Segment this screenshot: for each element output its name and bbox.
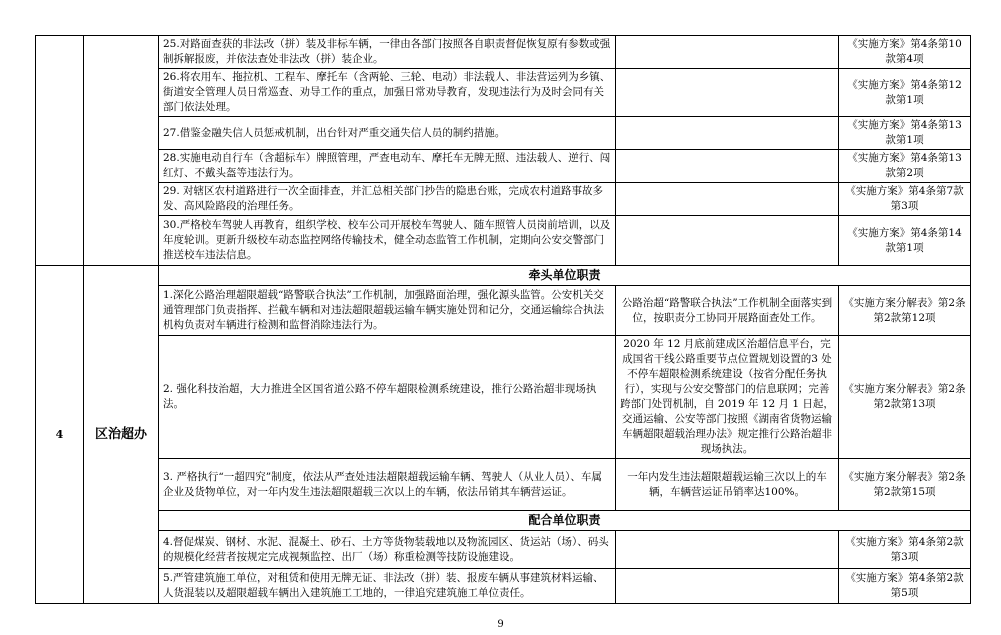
- requirement-cell: 2. 强化科技治超，大力推进全区国省道公路不停车超限检测系统建设，推行公路治超非现场执法。: [159, 336, 616, 459]
- target-cell: [616, 216, 839, 266]
- target-cell: [616, 69, 839, 117]
- table-row: [36, 336, 971, 459]
- reference-cell: 《实施方案分解表》第2条第2款第12项: [839, 286, 971, 336]
- table-row: [36, 569, 971, 604]
- department-name: 区治超办: [84, 266, 159, 604]
- reference-cell: 《实施方案》第4条第2款第5项: [839, 569, 971, 604]
- reference-cell: 《实施方案》第4条第13款第2项: [839, 150, 971, 183]
- target-cell: [616, 36, 839, 69]
- continued-dept-cell: [84, 36, 159, 266]
- target-cell: [616, 117, 839, 150]
- requirement-cell: 1.深化公路治理超限超载“路警联合执法”工作机制，加强路面治理，强化源头监管。公安机关交通管理部门负责指挥、拦截车辆和对违法超限超载运输车辆实施处罚和记分，交通运输综合执法机构负责对车辆进行检测和监督消除违法行为。: [159, 286, 616, 336]
- requirement-cell: 28.实施电动自行车（含超标车）牌照管理，严查电动车、摩托车无牌无照、违法载人、逆行、闯红灯、不戴头盔等违法行为。: [159, 150, 616, 183]
- table-row: [36, 531, 971, 569]
- target-cell: 公路治超“路警联合执法”工作机制全面落实到位，按职责分工协同开展路面查处工作。: [616, 286, 839, 336]
- section-header-row: [36, 266, 971, 286]
- table-row: [36, 69, 971, 117]
- target-cell: [616, 531, 839, 569]
- target-cell: [616, 150, 839, 183]
- reference-cell: 《实施方案》第4条第2款第3项: [839, 531, 971, 569]
- continued-number-cell: [36, 36, 84, 266]
- lead-unit-header: 牵头单位职责: [159, 266, 971, 286]
- section-header-row: [36, 511, 971, 531]
- reference-cell: 《实施方案》第4条第10款第4项: [839, 36, 971, 69]
- table-row: [36, 36, 971, 69]
- table-row: [36, 286, 971, 336]
- item-number: 4: [36, 266, 84, 604]
- target-cell: 一年内发生违法超限超载运输三次以上的车辆，车辆营运证吊销率达100%。: [616, 459, 839, 511]
- reference-cell: 《实施方案》第4条第14款第1项: [839, 216, 971, 266]
- page-number: 9: [497, 619, 504, 630]
- target-cell: 2020 年 12 月底前建成区治超信息平台，完成国省干线公路重要节点位置规划设置的3 处不停车超限检测系统建设（按省分配任务执行），实现与公安交警部门的信息联网；完善跨部门处罚机制，自 2019 年 12 月 1 日起，交通运输、公安等部门按照《湖南省货物运输车辆超限超载治理办法》规定推行公路治超非现场执法。: [616, 336, 839, 459]
- responsibility-table: [35, 35, 971, 604]
- requirement-cell: 26.将农用车、拖拉机、工程车、摩托车（含两轮、三轮、电动）非法载人、非法营运列为乡镇、街道安全管理人员日常巡查、劝导工作的重点，加强日常劝导教育，发现违法行为及时会同有关部门依法处理。: [159, 69, 616, 117]
- table-row: [36, 216, 971, 266]
- reference-cell: 《实施方案》第4条第7款第3项: [839, 183, 971, 216]
- table-row: [36, 183, 971, 216]
- table-row: [36, 459, 971, 511]
- reference-cell: 《实施方案分解表》第2条第2款第13项: [839, 336, 971, 459]
- requirement-cell: 29. 对辖区农村道路进行一次全面排查，并汇总相关部门抄告的隐患台账，完成农村道路事故多发、高风险路段的治理任务。: [159, 183, 616, 216]
- requirement-cell: 27.借鉴金融失信人员惩戒机制，出台针对严重交通失信人员的制约措施。: [159, 117, 616, 150]
- requirement-cell: 4.督促煤炭、钢材、水泥、混凝土、砂石、土方等货物装载地以及物流园区、货运站（场）、码头的规模化经营者按规定完成视频监控、出厂（场）称重检测等技防设施建设。: [159, 531, 616, 569]
- target-cell: [616, 569, 839, 604]
- requirement-cell: 25.对路面查获的非法改（拼）装及非标车辆，一律由各部门按照各自职责督促恢复原有参数或强制拆解报废，并依法查处非法改（拼）装企业。: [159, 36, 616, 69]
- reference-cell: 《实施方案分解表》第2条第2款第15项: [839, 459, 971, 511]
- support-unit-header: 配合单位职责: [159, 511, 971, 531]
- requirement-cell: 5.严管建筑施工单位，对租赁和使用无牌无证、非法改（拼）装、报废车辆从事建筑材料运输、人货混装以及超限超载车辆出入建筑施工工地的，一律追究建筑施工单位责任。: [159, 569, 616, 604]
- target-cell: [616, 183, 839, 216]
- reference-cell: 《实施方案》第4条第13款第1项: [839, 117, 971, 150]
- requirement-cell: 30.严格校车驾驶人再教育，组织学校、校车公司开展校车驾驶人、随车照管人员岗前培训，以及年度轮训。更新升级校车动态监控网络传输技术，健全动态监管工作机制，定期向公安交警部门推送校车违法信息。: [159, 216, 616, 266]
- requirement-cell: 3. 严格执行“一超四究”制度，依法从严查处违法超限超载运输车辆、驾驶人（从业人员）、车属企业及货物单位，对一年内发生违法超限超载三次以上的车辆，依法吊销其车辆营运证。: [159, 459, 616, 511]
- table-row: [36, 117, 971, 150]
- reference-cell: 《实施方案》第4条第12款第1项: [839, 69, 971, 117]
- table-row: [36, 150, 971, 183]
